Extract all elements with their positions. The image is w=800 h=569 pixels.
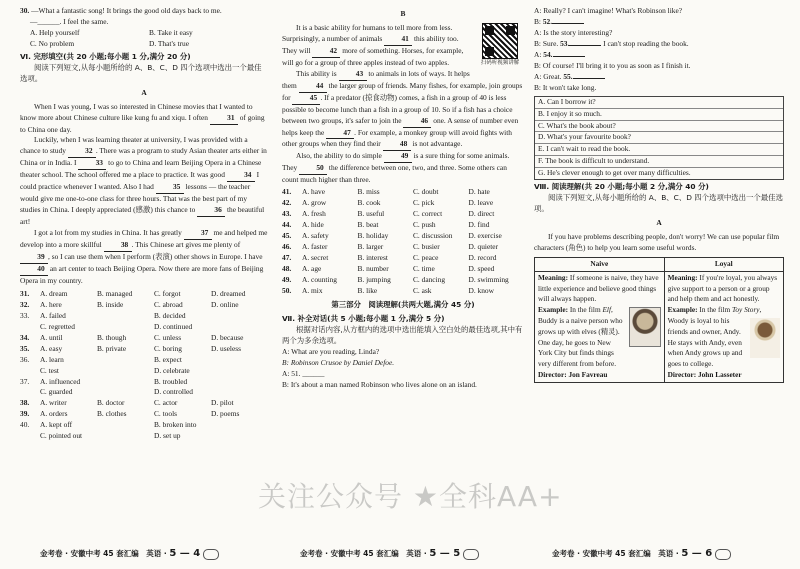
blank-47: 47 <box>326 128 354 140</box>
option: C. push <box>413 220 436 230</box>
option: C. abroad <box>154 299 183 309</box>
option: C. guarded <box>40 387 73 397</box>
director: Director: John Lasseter <box>667 369 742 379</box>
blank-40: 40 <box>20 264 48 276</box>
option: A. secret <box>302 253 329 263</box>
option: A. orders <box>40 409 68 419</box>
blank-55: 55. <box>563 71 573 81</box>
dialog-line <box>534 83 784 94</box>
passage-text: This ability is <box>296 68 339 78</box>
option: C. peace <box>413 253 439 263</box>
option: B. troubled <box>154 376 188 386</box>
option: D. set up <box>154 431 181 441</box>
qr-code-image <box>482 23 518 59</box>
reading-intro: If you have problems describing people, don't worry! We can use popular film characters (角色) to help you learn some useful words. <box>534 232 780 253</box>
passage-text: one. A sense of number even helps keep the <box>282 115 519 137</box>
option: C. tools <box>154 409 177 419</box>
dialog-line: B: Robinson Crusoe by Daniel Defoe. <box>282 357 395 367</box>
section-6-title: Ⅵ. 完形填空(共 20 小题;每小题 1 分,满分 20 分) <box>20 51 191 61</box>
dialog-text: B: Sure. <box>534 38 561 48</box>
dialog-text: B: It won't take long. <box>534 82 597 92</box>
qr-caption: 扫码听视频讲解 <box>480 59 520 66</box>
footer-right: 金考卷 · 安徽中考 45 套汇编 英语 · 5 — 6 <box>552 547 731 561</box>
option: B. holiday <box>357 231 389 241</box>
passage-text: . This Chinese art gives me plenty of <box>131 240 241 250</box>
qr-code[interactable] <box>476 23 524 73</box>
question-number: 44. <box>282 220 292 230</box>
option: B. private <box>97 343 127 353</box>
naive-cell: Meaning: If someone is naive, they have little experience and believe good things will always happen. Example: In the film Elf , Buddy is a naive person who grows up with elves (精灵). One day, he goes to New York City but finds things very different from before. Director: Jon Favreau <box>535 271 665 382</box>
section-7-title: Ⅶ. 补全对话(共 5 小题;每小题 1 分,满分 5 分) <box>282 313 445 323</box>
option: D. know <box>468 285 494 295</box>
dialog-line <box>534 6 784 17</box>
blank-54: 54. <box>543 49 553 59</box>
dialog-options-box <box>534 96 784 181</box>
option: D. That's true <box>149 38 189 48</box>
dialog-line: A: 51. ______ <box>282 368 325 378</box>
box-option: B. I enjoy it so much. <box>535 109 783 121</box>
passage-text: this ability too. They will <box>282 33 459 55</box>
option: D. useless <box>211 343 241 353</box>
passage-text: more of something. Horses, for example, will go for a group of three apples instead of two apples. <box>282 45 464 67</box>
dialog-text: A: Great. <box>534 71 564 81</box>
box-option: E. I can't wait to read the book. <box>535 144 783 156</box>
blank-48: 48 <box>383 139 411 151</box>
option: D. continued <box>154 321 193 331</box>
option-row <box>282 209 524 220</box>
passage-text: is a sure thing for some animals. They <box>282 151 510 173</box>
option: C. pointed out <box>40 431 83 441</box>
option: B. though <box>97 332 127 342</box>
dialog-text: B: <box>534 16 543 26</box>
logo-icon <box>463 549 479 560</box>
dialog-text: B: Of course! I'll bring it to you as soon as I finish it. <box>534 60 691 70</box>
loyal-cell: Meaning: If you're loyal, you always give support to a person or a group and help them and act honestly. Example: In the film Toy Story , Woody is loyal to his friends and owner, Andy. He stays with Andy, even when Andy grows up and goes to college. Director: John Lasseter <box>664 271 783 382</box>
option: B. like <box>357 285 378 295</box>
option: C. No problem <box>30 38 75 48</box>
passage-text: It is a basic ability for humans to tell more from less. Surprisingly, a number of animals <box>282 22 453 43</box>
option: C. correct <box>413 209 443 219</box>
dialog-line <box>534 39 784 50</box>
option: D. quieter <box>468 242 499 252</box>
option-row <box>282 231 524 242</box>
passage-text: I got a lot from my studies in China. It has greatly <box>34 228 184 238</box>
table-header-naive: Naive <box>535 258 665 272</box>
woody-character-image <box>750 318 780 358</box>
option: D. direct <box>468 209 495 219</box>
section-8-title: Ⅷ. 阅读理解(共 20 小题;每小题 2 分,满分 40 分) <box>534 182 709 192</box>
option-row <box>282 286 524 297</box>
question-number: 43. <box>282 209 292 219</box>
option: C. ask <box>413 285 432 295</box>
passage-label: A <box>656 218 662 228</box>
passage-text: the beautiful art! <box>20 205 265 227</box>
option: D. speed <box>468 263 495 273</box>
option: D. find <box>468 220 490 230</box>
option-row <box>20 344 268 355</box>
question-number: 34. <box>20 332 30 342</box>
dialog-line: A: What are you reading, Linda? <box>282 346 380 356</box>
option: C. unless <box>154 332 182 342</box>
section-6-instructions: 阅读下列短文,从每小题所给的 A、B、C、D 四个选项中选出一个最佳选项。 <box>20 62 262 83</box>
box-option: D. What's your favourite book? <box>535 132 783 144</box>
option: A. dream <box>40 288 68 298</box>
blank-44: 44 <box>299 81 327 93</box>
passage-text: , so I can use them when I perform (表演) other shows in Europe. I have <box>48 252 263 262</box>
option: B. number <box>357 263 389 273</box>
director: Director: Jon Favreau <box>538 369 608 379</box>
blank-36: 36 <box>197 205 225 217</box>
option: A. counting <box>302 274 337 284</box>
option: C. test <box>40 365 59 375</box>
dialog-line <box>534 28 784 39</box>
option: D. controlled <box>154 387 193 397</box>
option: B. decided <box>154 310 186 320</box>
passage-text: of going to China one day. <box>20 112 265 134</box>
dialog-line: B: It's about a man named Robinson who lives alone on an island. <box>282 379 477 389</box>
blank-41: 41 <box>384 34 412 46</box>
option: A. safety <box>302 231 329 241</box>
option: B. managed <box>97 288 133 298</box>
passage-paragraph <box>20 102 268 136</box>
option: D. pilot <box>211 398 234 408</box>
option-row <box>282 264 524 275</box>
passage-label: B <box>400 9 406 18</box>
option-row <box>20 289 268 300</box>
option: A. here <box>40 299 62 309</box>
passage-text: Luckily, when I was learning theater at university, I was provided with a chance to study <box>20 135 248 156</box>
box-option: A. Can I borrow it? <box>535 97 783 109</box>
question-number: 33. <box>20 310 30 320</box>
question-number: 42. <box>282 198 292 208</box>
film-characters-table <box>534 257 784 383</box>
option: D. leave <box>468 198 494 208</box>
option: B. beat <box>357 220 379 230</box>
option: C. dancing <box>413 274 446 284</box>
question-number: 40. <box>20 420 30 430</box>
option: C. boring <box>154 343 182 353</box>
option: C. pick <box>413 198 435 208</box>
page-number: 5 — 4 <box>169 548 201 559</box>
passage-text: Also, the ability to do simple <box>296 151 384 161</box>
passage-text: I could practice whenever I wanted. Also I had <box>20 170 260 192</box>
option: C. discussion <box>413 231 453 241</box>
question-number: 31. <box>20 288 30 298</box>
option: C. actor <box>154 398 178 408</box>
option: B. inside <box>97 299 124 309</box>
option-row <box>20 420 268 442</box>
option: A. hide <box>302 220 324 230</box>
footer-middle: 金考卷 · 安徽中考 45 套汇编 英语 · 5 — 5 <box>300 547 479 561</box>
option: D. poems <box>211 409 240 419</box>
option: D. dreamed <box>211 288 246 298</box>
option: B. miss <box>357 187 380 197</box>
blank-45: 45 <box>292 93 320 105</box>
option: B. jumping <box>357 274 391 284</box>
section-8-instructions: 阅读下列短文,从每小题所给的 A、B、C、D 四个选项中选出一个最佳选项。 <box>534 193 783 214</box>
question-number: 50. <box>282 285 292 295</box>
column-right <box>534 6 784 544</box>
option-row <box>20 311 268 333</box>
page-number: 5 — 6 <box>681 548 713 559</box>
blank-43: 43 <box>339 69 367 81</box>
option: D. record <box>468 253 497 263</box>
dialog-line <box>534 61 784 72</box>
option-row <box>282 220 524 231</box>
option: B. useful <box>357 209 385 219</box>
option: B. Take it easy <box>149 27 193 37</box>
passage-text: . There was a program to study Asian theater arts either in China or in India. I <box>20 146 267 168</box>
passage-text: the difference between one, two, and three. Some others can count much higher than three. <box>282 163 507 185</box>
option: A. learn <box>40 354 64 364</box>
passage-label: A <box>141 87 147 97</box>
option-row <box>20 355 268 377</box>
question-number: 35. <box>20 343 30 353</box>
option: D. because <box>211 332 244 342</box>
blank-42: 42 <box>312 46 340 58</box>
q30-options <box>20 28 268 50</box>
option: A. failed <box>40 310 66 320</box>
passage-paragraph <box>20 135 268 228</box>
passage-text: . If a predator (掠食动物) comes, a fish in a group of 40 is less possible to become lunch than a fish in a group of 10. So if a fish has a choice between two groups, it's safer to join the <box>282 92 513 125</box>
option: B. broken into <box>154 420 197 430</box>
question-number: 36. <box>20 354 30 364</box>
passage-b-p2 <box>282 69 524 152</box>
passage-text: an art center to teach Beijing Opera. Now there are more fans of Beijing Opera in my country. <box>20 263 264 285</box>
box-option: F. The book is difficult to understand. <box>535 156 783 168</box>
blank-32: 32 <box>68 146 96 158</box>
question-number: 41. <box>282 187 292 197</box>
passage-text: the larger group of friends. Many fishes, for example, join groups for <box>282 80 523 102</box>
column-left <box>20 6 268 544</box>
passage-text: . For example, a monkey group will avoid fights with other groups when they find their <box>282 127 512 149</box>
elf-character-image <box>629 307 661 347</box>
option-row <box>282 253 524 264</box>
option-row <box>282 198 524 209</box>
question-number: 46. <box>282 242 292 252</box>
option: C. time <box>413 263 435 273</box>
dialog-text: A: Is the story interesting? <box>534 27 613 37</box>
option-row <box>20 333 268 344</box>
option: A. age <box>302 263 322 273</box>
option-row <box>282 187 524 198</box>
option: D. hate <box>468 187 490 197</box>
box-option: G. He's clever enough to get over many difficulties. <box>538 168 691 178</box>
blank-34: 34 <box>227 170 255 182</box>
option: B. larger <box>357 242 384 252</box>
section-7-instructions: 根据对话内容,从方框内的选项中选出能填入空白处的最佳选项,其中有两个为多余选项。 <box>282 324 523 345</box>
logo-icon <box>203 549 219 560</box>
option: C. busier <box>413 242 440 252</box>
blank-35: 35 <box>156 182 184 194</box>
answer-line[interactable] <box>553 56 585 57</box>
option: A. writer <box>40 398 67 408</box>
question-number: 38. <box>20 398 30 408</box>
cloze-options <box>20 289 268 442</box>
cloze-passage-a <box>20 102 268 287</box>
passage-text: lessons — the teacher would give me one-to-one class for three hours. That was the best part of my studies in China. I deeply appreciated (感激) this chance to <box>20 182 251 215</box>
option-row <box>282 242 524 253</box>
option: C. doubt <box>413 187 439 197</box>
blank-50: 50 <box>299 163 327 175</box>
blank-39: 39 <box>20 252 48 264</box>
passage-text: to go to China and learn Beijing Opera in a Chinese theater school. The school offered me a place to practice. It was good <box>20 158 262 180</box>
answer-line[interactable] <box>569 45 601 46</box>
blank-31: 31 <box>210 113 238 125</box>
question-number: 45. <box>282 231 292 241</box>
question-number: 37. <box>20 376 30 386</box>
option-row <box>282 275 524 286</box>
logo-icon <box>715 549 731 560</box>
answer-line[interactable] <box>573 78 605 79</box>
question-number: 48. <box>282 263 292 273</box>
watermark: 关注公众号 ★全科AA+ <box>258 480 563 513</box>
footer-left: 金考卷 · 安徽中考 45 套汇编 英语 · 5 — 4 <box>40 547 219 561</box>
dialog-line <box>534 50 784 61</box>
question-number: 39. <box>20 409 30 419</box>
option: D. swimming <box>468 274 509 284</box>
passage-paragraph <box>20 228 268 287</box>
option: A. fresh <box>302 209 326 219</box>
option: A. until <box>40 332 63 342</box>
option: A. kept off <box>40 420 73 430</box>
option: C. forgot <box>154 288 181 298</box>
option-row <box>20 398 268 409</box>
passage-text: When I was young, I was so interested in Chinese movies that I wanted to know more about Chinese culture like kung fu and xiqu. I often <box>20 101 253 122</box>
blank-38: 38 <box>104 240 132 252</box>
blank-49: 49 <box>384 151 412 163</box>
passage-text: to animals in lots of ways. It helps them <box>282 68 470 90</box>
question-number: 47. <box>282 253 292 263</box>
dialog-line <box>534 17 784 28</box>
blank-46: 46 <box>403 116 431 128</box>
option: B. clothes <box>97 409 127 419</box>
option: A. influenced <box>40 376 81 386</box>
page-number: 5 — 5 <box>429 548 461 559</box>
table-header-loyal: Loyal <box>664 258 783 272</box>
blank-33: 33 <box>78 158 106 170</box>
option: D. online <box>211 299 239 309</box>
blank-52: 52. <box>542 16 553 26</box>
dialog-text: A: Really? I can't imagine! What's Robinson like? <box>534 6 683 15</box>
option: B. cook <box>357 198 381 208</box>
option: A. grow <box>302 198 327 208</box>
dialog-text: I can't stop reading the book. <box>601 38 689 48</box>
blank-53: 53. <box>560 38 570 48</box>
option: D. exercise <box>468 231 502 241</box>
passage-text: me and helped me develop into a more skillful <box>20 228 268 250</box>
column-middle <box>282 6 524 544</box>
option: B. interest <box>357 253 388 263</box>
passage-b-p3 <box>282 151 524 186</box>
option: A. faster <box>302 242 328 252</box>
cloze-options-b <box>282 187 524 297</box>
option-row <box>20 377 268 399</box>
option: B. expect <box>154 354 182 364</box>
passage-text: is not advantage. <box>410 139 463 149</box>
blank-37: 37 <box>184 228 212 240</box>
option-row <box>20 409 268 420</box>
question-number: 32. <box>20 299 30 309</box>
question-number: 49. <box>282 274 292 284</box>
box-option: C. What's the book about? <box>535 121 783 133</box>
part-3-title: 第三部分 阅读理解(共两大题,满分 45 分) <box>331 299 475 309</box>
dialog-text: A: <box>534 49 544 59</box>
option: A. Help yourself <box>30 27 80 37</box>
option: C. regretted <box>40 321 75 331</box>
option: A. easy <box>40 343 63 353</box>
option-row <box>20 300 268 311</box>
option: D. celebrate <box>154 365 190 375</box>
option: A. mix <box>302 285 323 295</box>
question-30: 30. —What a fantastic song! It brings the good old days back to me. —______. I feel the same. A. Help yourself B. Take it easy C. No problem D. That's true <box>20 6 268 50</box>
option: A. have <box>302 187 325 197</box>
option: B. doctor <box>97 398 125 408</box>
dialog-line <box>534 72 784 83</box>
dialog-continued <box>534 6 784 94</box>
answer-line[interactable] <box>552 23 584 24</box>
